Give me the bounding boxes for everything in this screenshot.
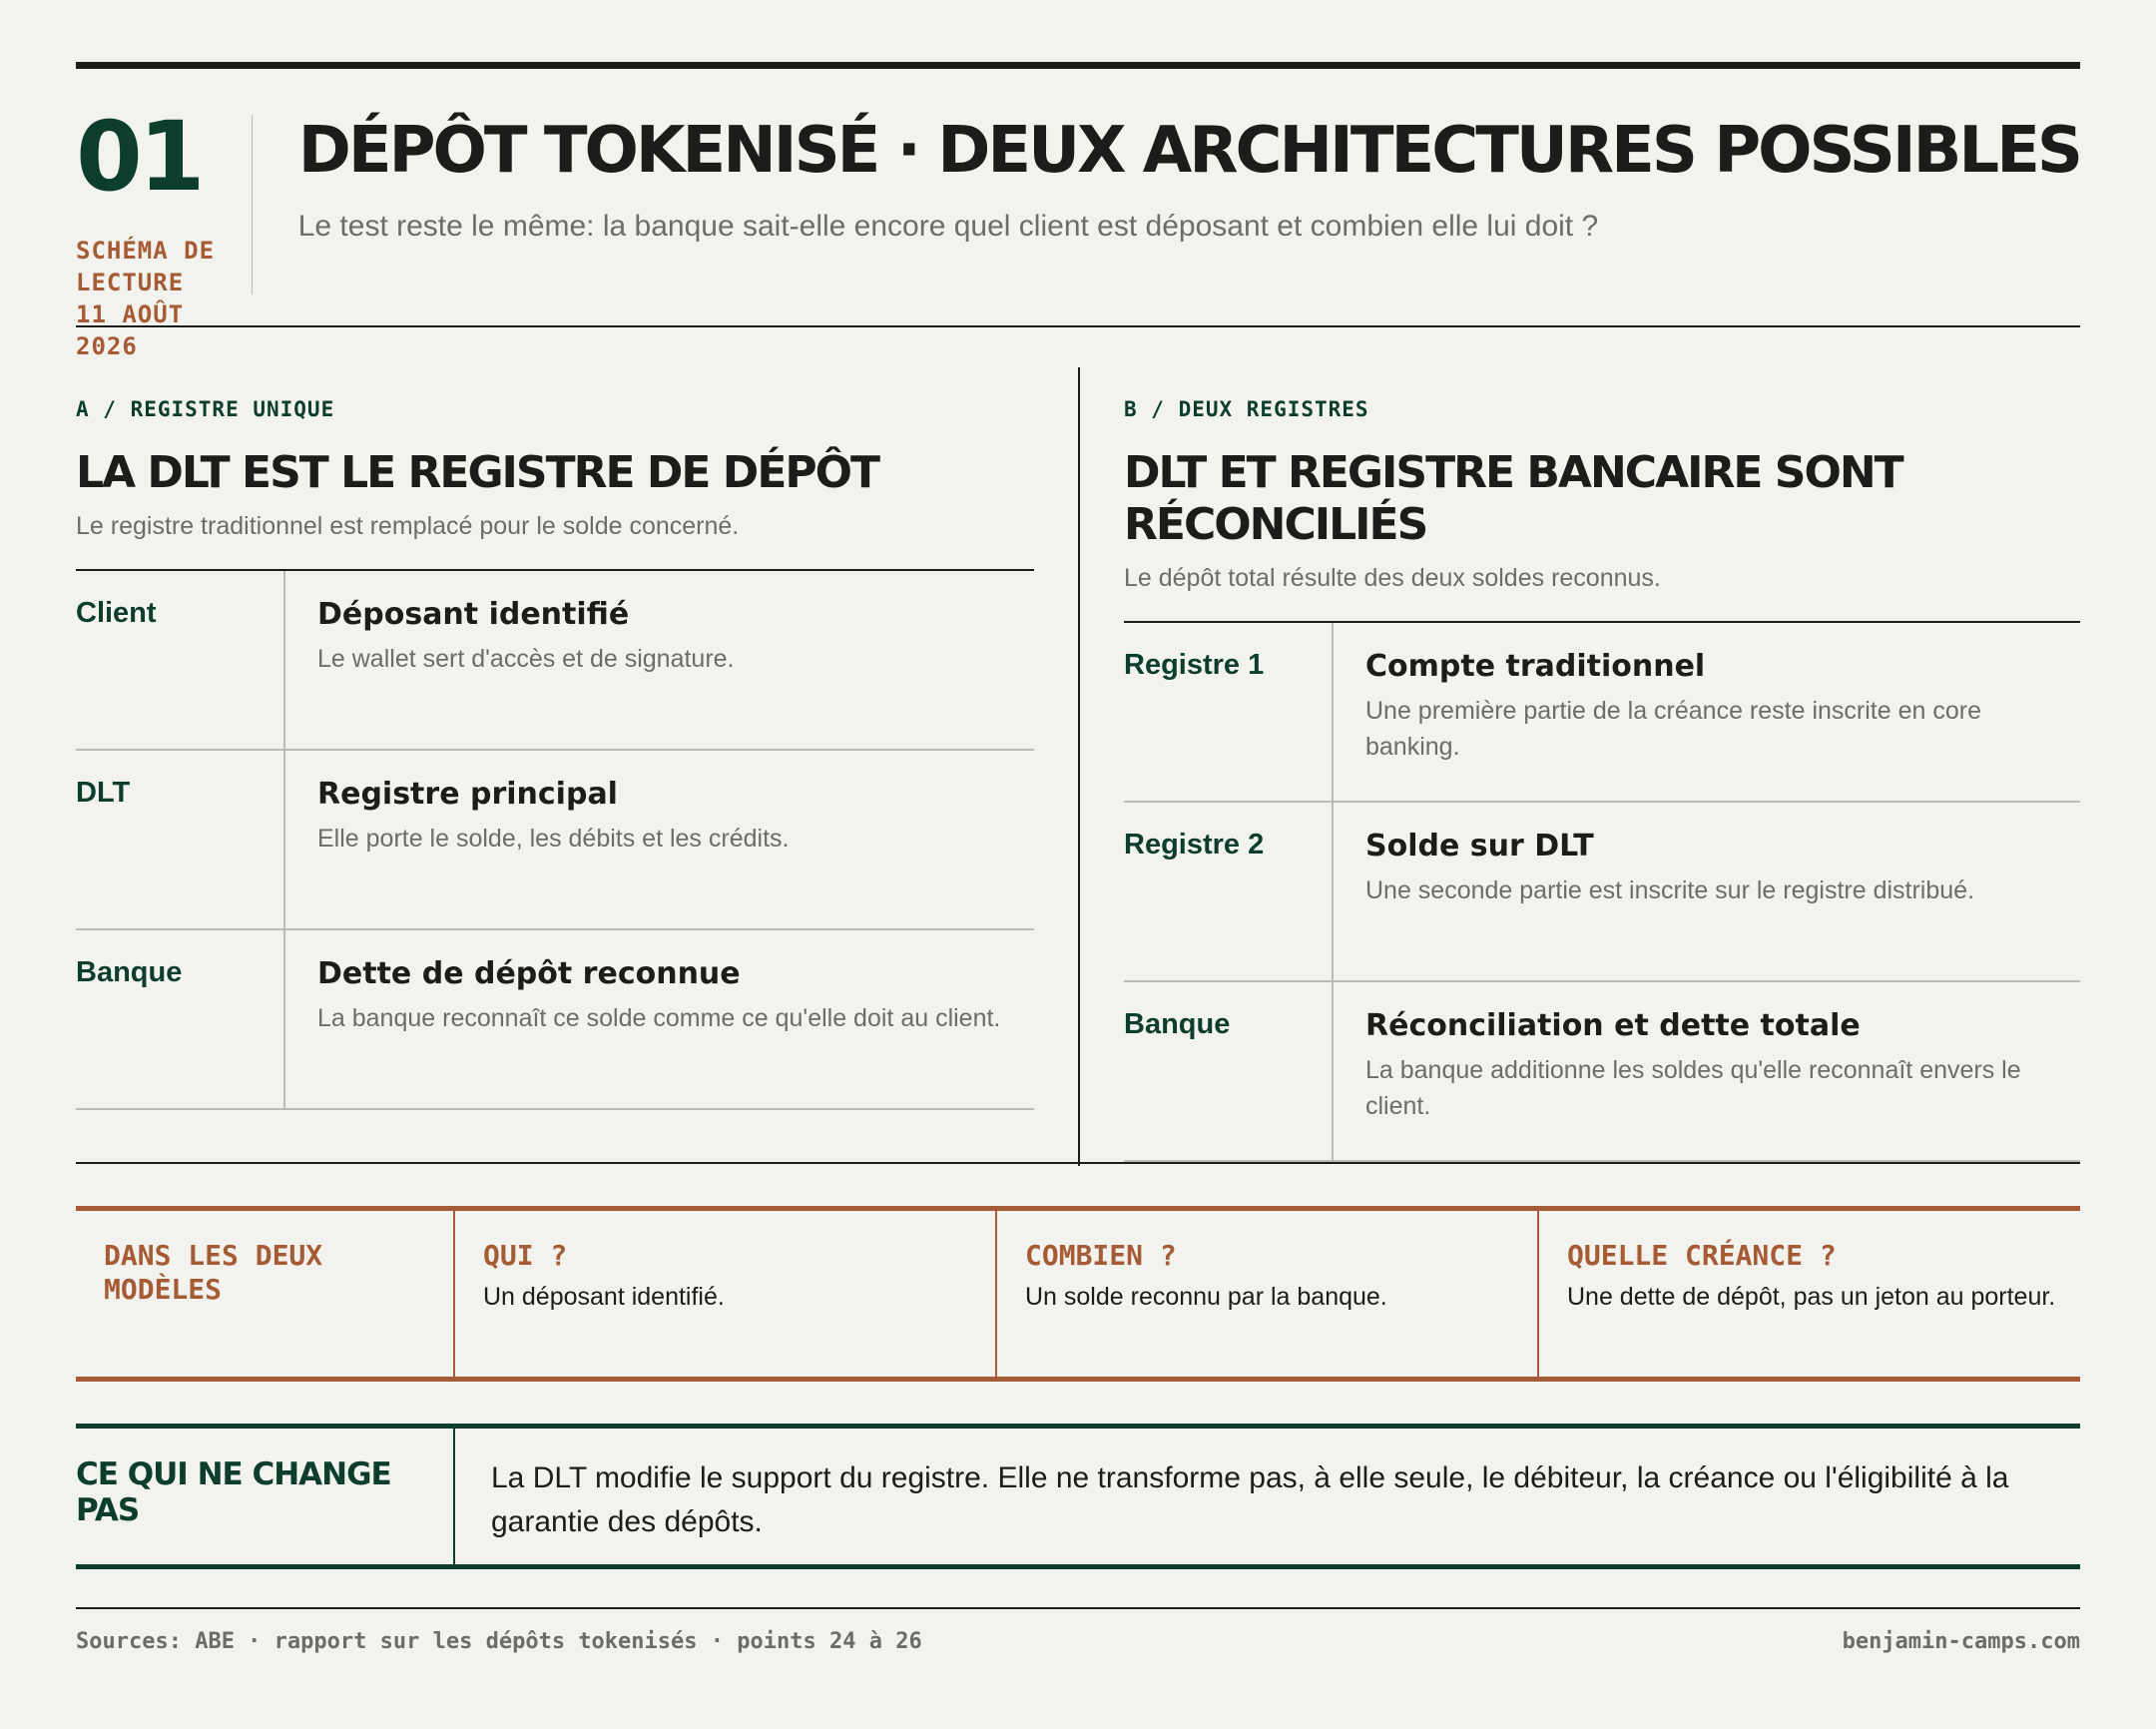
row-body bbox=[1334, 803, 2080, 980]
model-separator bbox=[1078, 367, 1080, 1166]
common-column-head: QUI ? bbox=[483, 1239, 568, 1272]
row-description: La banque reconnaît ce solde comme ce qu'elle doit au client. bbox=[317, 1004, 1001, 1032]
model-a-row bbox=[76, 751, 1034, 930]
footer-site-link[interactable]: benjamin-camps.com bbox=[1842, 1629, 2080, 1654]
row-title: Déposant identifié bbox=[317, 597, 630, 632]
page-title: DÉPÔT TOKENISÉ · DEUX ARCHITECTURES POSSIBLES bbox=[297, 114, 2080, 188]
row-title: Solde sur DLT bbox=[1365, 829, 1594, 864]
row-key: Banque bbox=[1124, 982, 1334, 1160]
header bbox=[76, 69, 2080, 360]
models bbox=[76, 327, 2080, 1164]
model-b-row bbox=[1124, 623, 2080, 803]
unchanged-text: La DLT modifie le support du registre. Elle ne transforme pas, à elle seule, le débiteur, la créance ou l'éligibilité à la garantie des dépôts. bbox=[491, 1461, 2009, 1538]
common-lead: DANS LES DEUX MODÈLES bbox=[76, 1211, 455, 1377]
page-subtitle: Le test reste le même: la banque sait-elle encore quel client est déposant et combien elle lui doit ? bbox=[297, 210, 1599, 243]
row-body bbox=[285, 930, 1034, 1108]
unchanged-band bbox=[76, 1424, 2080, 1569]
row-key: Registre 1 bbox=[1124, 623, 1334, 801]
common-column-head: QUELLE CRÉANCE ? bbox=[1567, 1239, 1837, 1272]
top-rule bbox=[76, 62, 2080, 69]
model-b-kicker: B / DEUX REGISTRES bbox=[1124, 397, 1369, 421]
row-description: La banque additionne les soldes qu'elle reconnaît envers le client. bbox=[1365, 1056, 2021, 1120]
model-b-row bbox=[1124, 982, 2080, 1162]
common-column-head: COMBIEN ? bbox=[1025, 1239, 1177, 1272]
row-key: Registre 2 bbox=[1124, 803, 1334, 980]
page bbox=[76, 62, 2080, 1654]
model-a-row bbox=[76, 571, 1034, 751]
model-b-subtitle: Le dépôt total résulte des deux soldes reconnus. bbox=[1124, 564, 1661, 592]
row-description: Une seconde partie est inscrite sur le registre distribué. bbox=[1365, 876, 1975, 904]
footer-sources: Sources: ABE · rapport sur les dépôts tokenisés · points 24 à 26 bbox=[76, 1629, 922, 1654]
common-band bbox=[76, 1206, 2080, 1382]
row-title: Compte traditionnel bbox=[1365, 649, 1706, 684]
row-key: Banque bbox=[76, 930, 285, 1108]
model-a-title: LA DLT EST LE REGISTRE DE DÉPÔT bbox=[76, 447, 879, 498]
common-column-text: Un solde reconnu par la banque. bbox=[1025, 1283, 1387, 1311]
unchanged-heading: CE QUI NE CHANGE PAS bbox=[76, 1429, 455, 1564]
row-title: Registre principal bbox=[317, 777, 618, 812]
row-title: Dette de dépôt reconnue bbox=[317, 956, 741, 991]
row-title: Réconciliation et dette totale bbox=[1365, 1008, 1861, 1043]
row-body bbox=[285, 571, 1034, 749]
row-body bbox=[285, 751, 1034, 928]
row-body bbox=[1334, 623, 2080, 801]
row-description: Une première partie de la créance reste inscrite en core banking. bbox=[1365, 697, 1981, 761]
header-meta-block bbox=[76, 69, 252, 360]
model-a-kicker: A / REGISTRE UNIQUE bbox=[76, 397, 335, 421]
model-b bbox=[1124, 327, 2080, 1162]
common-column bbox=[455, 1211, 997, 1377]
model-a-row bbox=[76, 930, 1034, 1110]
meta-date: 11 AOÛT 2026 bbox=[76, 300, 185, 360]
common-column-text: Un déposant identifié. bbox=[483, 1283, 725, 1311]
footer bbox=[76, 1607, 2080, 1654]
model-a-rows bbox=[76, 569, 1034, 1110]
common-column bbox=[997, 1211, 1539, 1377]
model-b-rows bbox=[1124, 621, 2080, 1162]
model-a-subtitle: Le registre traditionnel est remplacé pour le solde concerné. bbox=[76, 512, 740, 540]
issue-number: 01 bbox=[76, 101, 202, 213]
row-description: Elle porte le solde, les débits et les crédits. bbox=[317, 825, 790, 853]
common-column-text: Une dette de dépôt, pas un jeton au porteur. bbox=[1567, 1283, 2056, 1311]
row-key: DLT bbox=[76, 751, 285, 928]
model-a bbox=[76, 327, 1034, 1162]
model-b-title: DLT ET REGISTRE BANCAIRE SONT RÉCONCILIÉS bbox=[1124, 447, 1902, 550]
model-b-row bbox=[1124, 803, 2080, 982]
common-column bbox=[1539, 1211, 2080, 1377]
row-key: Client bbox=[76, 571, 285, 749]
row-body bbox=[1334, 982, 2080, 1160]
row-description: Le wallet sert d'accès et de signature. bbox=[317, 645, 735, 673]
header-title-block bbox=[253, 69, 2080, 325]
meta-kicker: SCHÉMA DE LECTURE bbox=[76, 237, 216, 296]
